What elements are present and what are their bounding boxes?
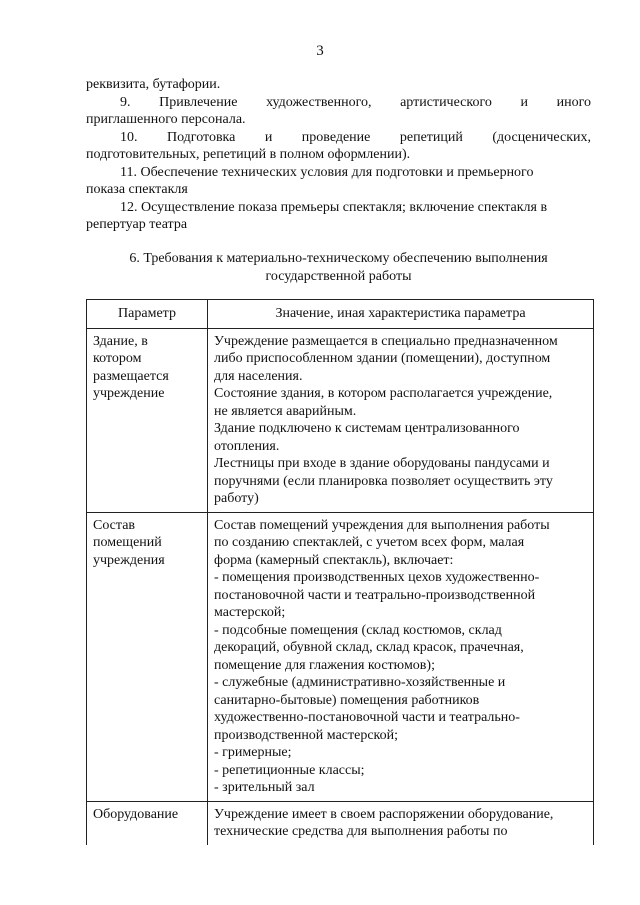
- value-line: для населения.: [214, 368, 303, 384]
- value-cell: [208, 328, 594, 512]
- param-line: котором: [93, 351, 142, 366]
- value-line: поручнями (если планировка позволяет осуществить эту: [214, 473, 553, 489]
- word: 10.: [120, 129, 138, 145]
- param-line: размещается: [93, 368, 169, 384]
- value-line: - гримерные;: [214, 745, 292, 760]
- word: (досценических,: [492, 129, 591, 145]
- value-line: либо приспособленном здании (помещении), доступном: [214, 351, 551, 366]
- word: Привлечение: [159, 94, 238, 110]
- item-11-line: 11. Обеспечение технических условия для подготовки и премьерного: [120, 164, 534, 180]
- value-line: производственной мастерской;: [214, 727, 399, 743]
- param-cell: [87, 801, 208, 845]
- value-line: отопления.: [214, 438, 280, 454]
- column-header: Значение, иная характеристика параметра: [208, 300, 594, 329]
- table-row: [87, 512, 594, 801]
- table-row: [87, 801, 594, 845]
- param-line: Состав: [93, 517, 136, 533]
- value-line: художественно-постановочной части и театрально-: [214, 710, 520, 725]
- value-line: не является аварийным.: [214, 403, 357, 419]
- word: проведение: [301, 129, 371, 145]
- param-cell: [87, 512, 208, 801]
- value-line: Учреждение размещается в специально предназначенном: [214, 333, 558, 349]
- value-line: технические средства для выполнения работы по: [214, 824, 508, 839]
- value-line: санитарно-бытовые) помещения работников: [214, 692, 480, 708]
- value-line: Здание подключено к системам централизованного: [214, 421, 520, 436]
- param-line: Оборудование: [93, 806, 179, 822]
- value-line: - репетиционные классы;: [214, 762, 365, 778]
- word: репетиций: [399, 129, 463, 145]
- value-line: - служебные (административно-хозяйственные и: [214, 675, 506, 690]
- parameters-table: [86, 299, 594, 845]
- word: художественного,: [266, 94, 372, 110]
- value-line: Лестницы при входе в здание оборудованы пандусами и: [214, 456, 550, 471]
- word: 9.: [120, 94, 131, 110]
- value-line: постановочной части и театрально-производственной: [214, 587, 536, 603]
- page-number: 3: [316, 43, 324, 59]
- item-9-line: [86, 94, 591, 112]
- param-line: помещений: [93, 535, 162, 550]
- value-line: Учреждение имеет в своем распоряжении оборудование,: [214, 806, 554, 822]
- value-line: работу): [214, 491, 259, 506]
- body-text: [86, 76, 591, 234]
- item-11-cont: показа спектакля: [86, 182, 188, 197]
- section-title: [86, 250, 591, 286]
- table-row: [87, 328, 594, 512]
- item-12-cont: репертуар театра: [86, 217, 188, 232]
- value-line: форма (камерный спектакль), включает:: [214, 552, 454, 568]
- value-line: декораций, обувной склад, склад красок, прачечная,: [214, 640, 524, 655]
- item-10-line: [86, 129, 591, 147]
- param-line: Здание, в: [93, 333, 148, 349]
- param-line: учреждение: [93, 386, 165, 401]
- value-line: - подсобные помещения (склад костюмов, склад: [214, 622, 502, 638]
- value-line: помещение для глажения костюмов);: [214, 657, 435, 673]
- value-line: Состав помещений учреждения для выполнения работы: [214, 517, 550, 533]
- section-title-line: 6. Требования к материально-техническому обеспечению выполнения: [129, 251, 548, 266]
- text-line: реквизита, бутафории.: [86, 77, 221, 92]
- item-12-line: 12. Осуществление показа премьеры спектакля; включение спектакля в: [120, 199, 548, 215]
- table-header-row: [87, 300, 594, 329]
- item-10-cont: подготовительных, репетиций в полном оформлении).: [86, 147, 411, 162]
- value-cell: [208, 512, 594, 801]
- word: и: [264, 129, 273, 145]
- word: Подготовка: [166, 129, 236, 145]
- section-title-line: государственной работы: [265, 269, 412, 284]
- word: артистического: [400, 94, 492, 110]
- value-line: по созданию спектаклей, с учетом всех форм, малая: [214, 535, 525, 550]
- value-cell: [208, 801, 594, 845]
- value-line: мастерской;: [214, 605, 286, 620]
- word: иного: [556, 94, 591, 110]
- param-cell: [87, 328, 208, 512]
- value-line: - помещения производственных цехов художественно-: [214, 570, 540, 585]
- param-line: учреждения: [93, 552, 165, 568]
- word: и: [520, 94, 528, 110]
- value-line: - зрительный зал: [214, 780, 315, 795]
- value-line: Состояние здания, в котором располагается учреждение,: [214, 386, 553, 401]
- column-header: Параметр: [87, 300, 208, 329]
- item-9-cont: приглашенного персонала.: [86, 112, 246, 127]
